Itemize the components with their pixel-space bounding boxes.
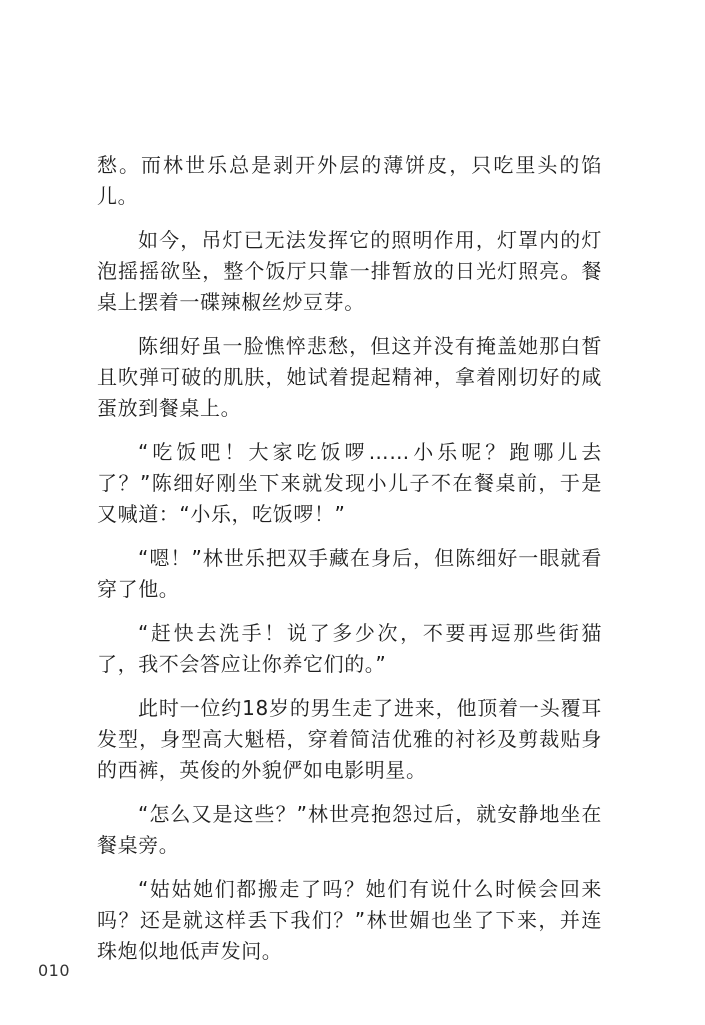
body-text <box>97 150 602 980</box>
page-number: 010 <box>38 961 71 980</box>
paragraph: “嗯！”林世乐把双手藏在身后，但陈细好一眼就看穿了他。 <box>97 546 602 601</box>
paragraph: 此时一位约18岁的男生走了进来，他顶着一头覆耳发型，身型高大魁梧，穿着简洁优雅的衬衫及剪裁贴身的西裤，英俊的外貌俨如电影明星。 <box>97 696 602 782</box>
paragraph: 如今，吊灯已无法发挥它的照明作用，灯罩内的灯泡摇摇欲坠，整个饭厅只靠一排暂放的日光灯照亮。餐桌上摆着一碟辣椒丝炒豆芽。 <box>97 228 602 314</box>
paragraph: “怎么又是这些？”林世亮抱怨过后，就安静地坐在餐桌旁。 <box>97 802 602 857</box>
paragraph: 陈细好虽一脸憔悴悲愁，但这并没有掩盖她那白皙且吹弹可破的肌肤，她试着提起精神，拿着刚切好的咸蛋放到餐桌上。 <box>97 334 602 420</box>
paragraph: “赶快去洗手！说了多少次，不要再逗那些街猫了，我不会答应让你养它们的。” <box>97 621 602 676</box>
paragraph: “姑姑她们都搬走了吗？她们有说什么时候会回来吗？还是就这样丢下我们？”林世媚也坐了下来，并连珠炮似地低声发问。 <box>97 877 602 963</box>
paragraph-continuation: 愁。而林世乐总是剥开外层的薄饼皮，只吃里头的馅儿。 <box>97 153 602 208</box>
paragraph: “吃饭吧！大家吃饭啰……小乐呢？跑哪儿去了？”陈细好刚坐下来就发现小儿子不在餐桌前，于是又喊道：“小乐，吃饭啰！” <box>97 440 602 526</box>
